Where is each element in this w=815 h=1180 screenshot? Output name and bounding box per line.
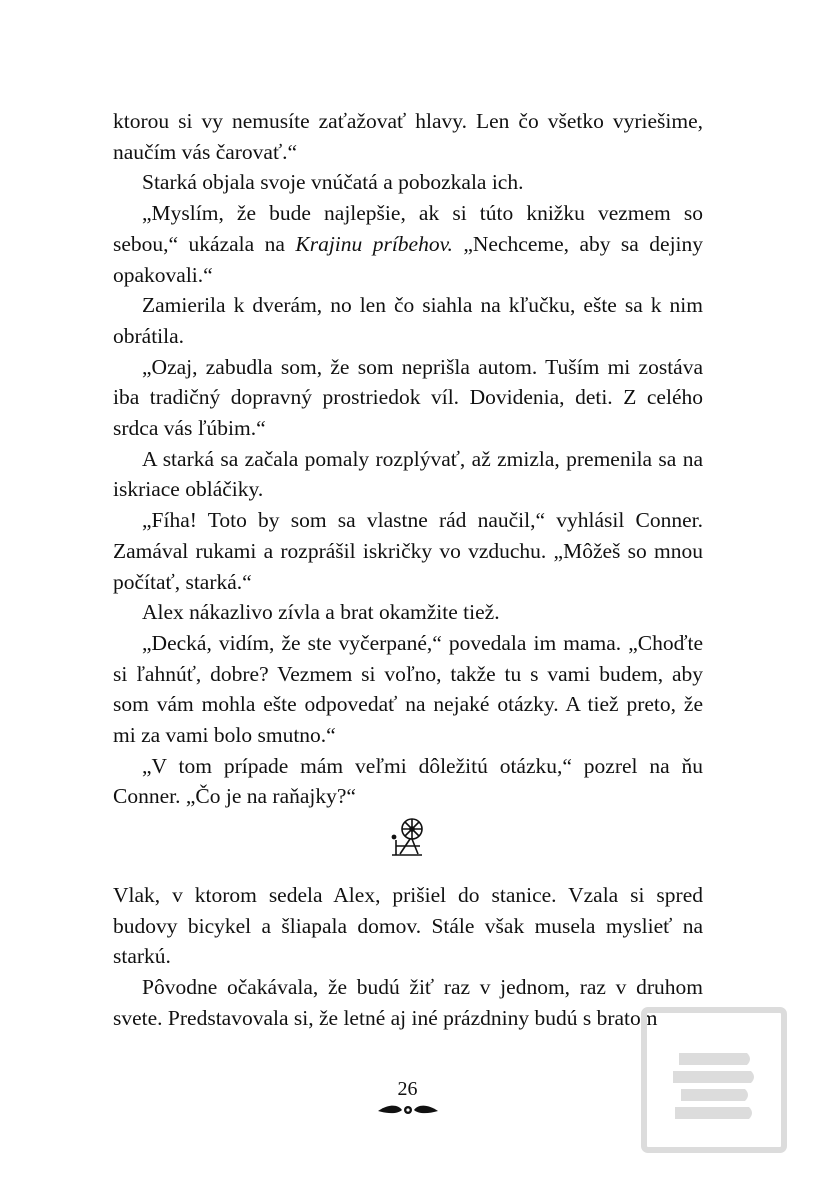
paragraph: Pôvodne očakávala, že budú žiť raz v jednom, raz v druhom svete. Predstavovala si, že letné aj iné prázdniny budú s bratom	[113, 975, 703, 1030]
paragraph: „Decká, vidím, že ste vyčerpané,“ povedala im mama. „Choďte si ľahnúť, dobre? Vezmem si voľno, takže tu s vami budem, aby som vám mohla ešte odpovedať na nejaké otázky. A tiež preto, že mi za vami bolo smutno.“	[113, 630, 703, 748]
paragraph-text: „Myslím, že bude najlepšie, ak si túto knižku vezmem so sebou,“ ukázala na	[113, 201, 703, 256]
paragraph-text: „Nechceme, aby sa dejiny opakovali.“	[113, 231, 704, 287]
paragraph: Starká objala svoje vnúčatá a pobozkala ich.	[142, 170, 524, 195]
flourish-icon	[378, 1102, 438, 1116]
paragraph: „Fíha! Toto by som sa vlastne rád naučil,“ vyhlásil Conner. Zamával rukami a rozprášil iskričky vo vzduchu. „Môžeš so mnou počítať, starká.“	[113, 508, 703, 594]
text-block-bottom	[113, 880, 703, 1034]
page-number: 26	[397, 1078, 418, 1100]
paragraph: „V tom prípade mám veľmi dôležitú otázku,“ pozrel na ňu Conner. „Čo je na raňajky?“	[113, 753, 703, 809]
paragraph: Zamierila k dverám, no len čo siahla na kľučku, ešte sa k nim obrátila.	[113, 293, 703, 348]
paragraph: Vlak, v ktorom sedela Alex, prišiel do stanice. Vzala si spred budovy bicykel a šliapala domov. Stále však musela myslieť na starkú.	[113, 883, 703, 969]
paragraph: Alex nákazlivo zívla a brat okamžite tiež.	[142, 600, 500, 625]
text-block-top	[113, 106, 703, 812]
paragraph: ktorou si vy nemusíte zaťažovať hlavy. Len čo všetko vyriešime, naučím vás čarovať.“	[113, 109, 703, 164]
paragraph: A starká sa začala pomaly rozplývať, až zmizla, premenila sa na iskriace obláčiky.	[113, 446, 703, 502]
paragraph: „Ozaj, zabudla som, že som neprišla autom. Tuším mi zostáva iba tradičný dopravný prostriedok víl. Dovidenia, deti. Z celého srdca vás ľúbim.“	[113, 354, 703, 441]
paragraph	[113, 198, 703, 290]
spinning-wheel-icon	[388, 816, 428, 858]
book-title: Krajinu príbehov.	[295, 231, 453, 256]
book-stack-watermark-icon	[641, 1007, 787, 1153]
